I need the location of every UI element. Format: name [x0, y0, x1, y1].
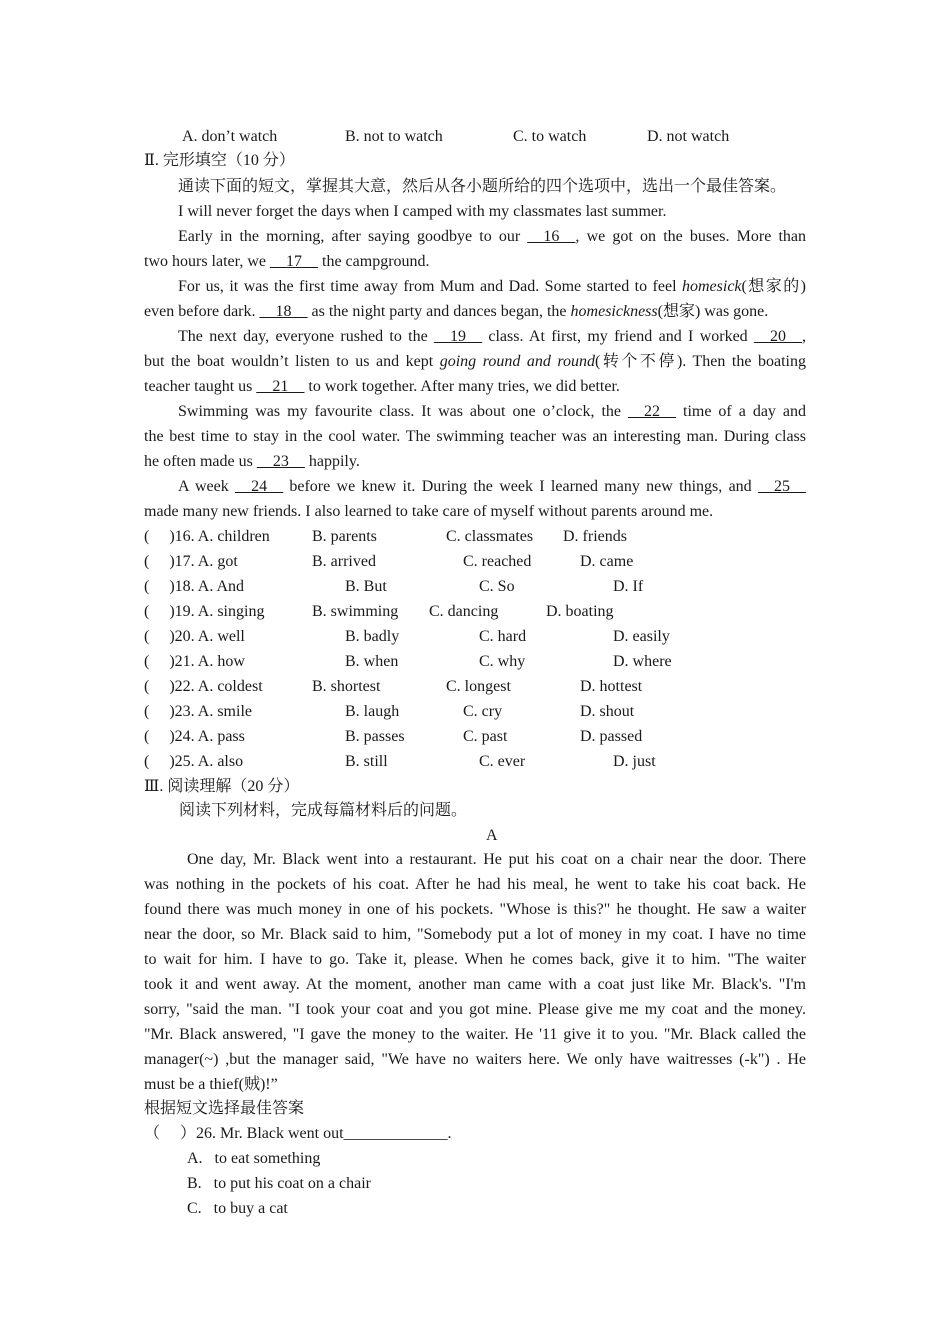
reading-line-2: was nothing in the pockets of his coat. After he had his meal, he went to take his coat back. He [144, 876, 806, 893]
passage-p5-line3: he often made us __23__ happily. [144, 453, 360, 470]
blank-25: __25__ [758, 478, 806, 495]
option-d: D. not watch [647, 128, 730, 145]
passage-p2-line2: two hours later, we __17__ the campground. [144, 253, 430, 270]
question-26: （ ）26. Mr. Black went out_____________. [144, 1125, 452, 1142]
passage-p5-line1: Swimming was my favourite class. It was about one o’clock, the __22__ time of a day and [178, 403, 806, 420]
blank-23: __23__ [256, 453, 305, 470]
passage-p3-line1: For us, it was the first time away from Mum and Dad. Some started to feel homesick(想家的) [178, 278, 806, 295]
passage-p4-line2: but the boat wouldn’t listen to us and kept going round and round(转个不停). Then the boating [144, 353, 806, 370]
passage-p2-line1: Early in the morning, after saying goodbye to our __16__, we got on the buses. More than [178, 228, 807, 245]
passage-p3-line2: even before dark. __18__ as the night party and dances began, the homesickness(想家) was gone. [144, 303, 769, 320]
passage-p4-line1: The next day, everyone rushed to the __19__ class. At first, my friend and I worked __20__, [178, 328, 806, 345]
blank-21: __21__ [256, 378, 305, 395]
blank-19: __19__ [434, 328, 483, 345]
blank-17: __17__ [270, 253, 318, 270]
passage-p1: I will never forget the days when I camped with my classmates last summer. [178, 203, 667, 220]
reading-line-6: took it and went away. At the moment, another man came with a coat just like Mr. Black's. "I'm [144, 976, 806, 993]
blank-24: __24__ [235, 478, 284, 495]
blank-22: __22__ [628, 403, 677, 420]
question-instruction: 根据短文选择最佳答案 [144, 1100, 305, 1117]
question-26-option-a: A. to eat something [187, 1150, 321, 1167]
reading-line-5: to wait for him. I have to go. Take it, please. When he comes back, give it to him. "The waiter [144, 951, 806, 968]
reading-line-8: "Mr. Black answered, "I gave the money to the waiter. He '11 give it to you. "Mr. Black called the [144, 1026, 806, 1043]
option-b: B. not to watch [345, 128, 443, 145]
section-2-instruction: 通读下面的短文，掌握其大意，然后从各小题所给的四个选项中，选出一个最佳答案。 [178, 178, 787, 195]
reading-line-7: sorry, "said the man. "I took your coat and you got mine. Please give me my coat and the money. [144, 1001, 806, 1018]
reading-line-4: near the door, so Mr. Black said to him, "Somebody put a lot of money in my coat. I have no time [144, 926, 806, 943]
blank-18: __18__ [259, 303, 308, 320]
blank-20: __20__ [754, 328, 802, 345]
section-3-title: Ⅲ. 阅读理解（20 分） [144, 778, 300, 795]
passage-p6-line1: A week __24__ before we knew it. During the week I learned many new things, and __25__ [178, 478, 806, 495]
section-2-title: Ⅱ. 完形填空（10 分） [144, 152, 295, 169]
reading-line-9: manager(~) ,but the manager said, "We have no waiters here. We only have waitresses (-k") . He [144, 1051, 806, 1068]
option-c: C. to watch [513, 128, 587, 145]
passage-label: A [486, 827, 498, 844]
option-a: A. don’t watch [182, 128, 278, 145]
passage-p4-line3: teacher taught us __21__ to work together. After many tries, we did better. [144, 378, 620, 395]
reading-line-1: One day, Mr. Black went into a restaurant. He put his coat on a chair near the door. There [187, 851, 806, 868]
passage-p6-line2: made many new friends. I also learned to take care of myself without parents around me. [144, 503, 714, 520]
reading-line-10: must be a thief(贼)!” [144, 1076, 278, 1093]
section-3-instruction: 阅读下列材料，完成每篇材料后的问题。 [179, 802, 468, 819]
reading-line-3: found there was much money in one of his pockets. "Whose is this?" he thought. He saw a waiter [144, 901, 806, 918]
question-26-option-b: B. to put his coat on a chair [187, 1175, 371, 1192]
passage-p5-line2: the best time to stay in the cool water. The swimming teacher was an interesting man. During class [144, 428, 806, 445]
blank-16: __16__ [527, 228, 576, 245]
question-26-option-c: C. to buy a cat [187, 1200, 288, 1217]
